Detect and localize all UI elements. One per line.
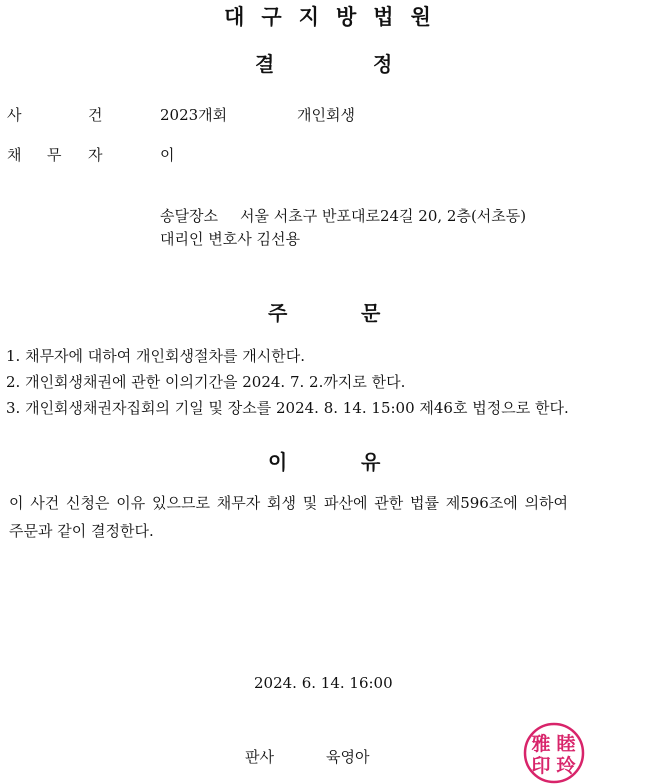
order-item-3: 3. 개인회생채권자집회의 기일 및 장소를 2024. 8. 14. 15:00 제46호 법정으로 한다.: [6, 399, 569, 417]
reason-line-1: 이 사건 신청은 이유 있으므로 채무자 회생 및 파산에 관한 법률 제596조에 의하여: [9, 494, 569, 512]
reason-line-2: 주문과 같이 결정한다.: [9, 522, 154, 540]
debtor-label-2: 무: [47, 146, 62, 164]
debtor-label-3: 자: [88, 146, 103, 164]
judge-title: 판사: [245, 748, 274, 766]
case-label-1: 사: [7, 106, 22, 124]
decision-date: 2024. 6. 14. 16:00: [254, 674, 393, 692]
seal-char-1: 雅: [531, 733, 551, 755]
seal-char-4: 玲: [556, 755, 576, 777]
title-right: 정: [373, 52, 393, 76]
service-address-label: 송달장소: [160, 207, 218, 225]
order-item-1: 1. 채무자에 대하여 개인회생절차를 개시한다.: [6, 347, 305, 365]
seal-char-3: 印: [531, 755, 551, 777]
title-left: 결: [255, 52, 275, 76]
reason-heading-right: 유: [361, 450, 381, 474]
court-name: 대구지방법원: [224, 5, 448, 29]
debtor-name: 이: [160, 146, 175, 164]
order-heading-right: 문: [361, 301, 381, 325]
case-number: 2023개회: [160, 106, 228, 124]
service-address-value: 서울 서초구 반포대로24길 20, 2층(서초동): [240, 207, 527, 225]
order-heading-left: 주: [268, 301, 288, 325]
judge-name: 육영아: [326, 748, 370, 766]
agent: 대리인 변호사 김선용: [160, 230, 300, 248]
reason-heading-left: 이: [268, 450, 288, 474]
judge-seal-stamp: [523, 722, 585, 784]
case-type: 개인회생: [297, 106, 355, 124]
seal-char-2: 睦: [556, 733, 576, 755]
case-label-2: 건: [88, 106, 103, 124]
order-item-2: 2. 개인회생채권에 관한 이의기간을 2024. 7. 2.까지로 한다.: [6, 373, 406, 391]
debtor-label-1: 채: [7, 146, 22, 164]
